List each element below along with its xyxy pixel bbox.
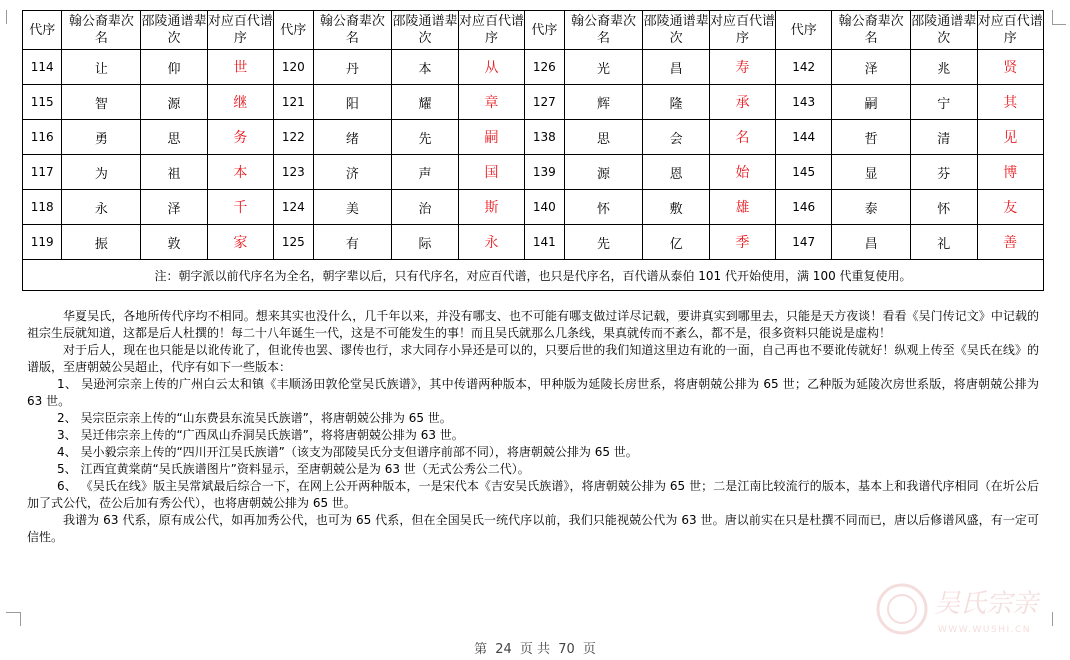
generation-number-cell: 139 — [525, 155, 564, 190]
generation-number-cell: 120 — [274, 50, 313, 85]
table-header-cell: 邵陵通谱辈次 — [911, 11, 977, 50]
table-note-row — [23, 260, 1044, 291]
generation-number-cell: 125 — [274, 225, 313, 260]
hundred-gen-order-cell: 斯 — [458, 190, 524, 225]
table-cell: 昌 — [643, 50, 709, 85]
footer-page-number: 24 — [495, 642, 512, 657]
generation-number-cell: 140 — [525, 190, 564, 225]
list-item: 2、 吴宗臣宗亲上传的“山东费县东流吴氏族谱”，将唐朝兢公排为 65 世。 — [57, 411, 452, 425]
hundred-gen-order-cell: 嗣 — [458, 120, 524, 155]
crop-mark — [6, 612, 20, 613]
crop-mark — [1052, 10, 1053, 24]
generation-number-cell: 144 — [776, 120, 832, 155]
table-header-cell: 代序 — [525, 11, 564, 50]
crop-mark — [1052, 24, 1066, 25]
table-header-cell: 对应百代谱序 — [458, 11, 524, 50]
table-note: 注：朝字派以前代序名为全名，朝字辈以后，只有代序名，对应百代谱，也只是代序名，百代谱从泰伯 101 代开始使用，满 100 代重复使用。 — [23, 260, 1044, 291]
table-cell: 美 — [313, 190, 392, 225]
table-cell: 昌 — [832, 225, 911, 260]
hundred-gen-order-cell: 寿 — [709, 50, 775, 85]
hundred-gen-order-cell: 继 — [207, 85, 273, 120]
table-cell: 思 — [141, 120, 207, 155]
hundred-gen-order-cell: 友 — [977, 190, 1044, 225]
list-item: 3、 吴迁伟宗亲上传的“广西凤山乔洞吴氏族谱”，将将唐朝兢公排为 63 世。 — [57, 428, 464, 442]
hundred-gen-order-cell: 世 — [207, 50, 273, 85]
generation-number-cell: 138 — [525, 120, 564, 155]
table-cell: 际 — [392, 225, 458, 260]
table-cell: 嗣 — [832, 85, 911, 120]
table-cell: 源 — [564, 155, 643, 190]
generation-number-cell: 146 — [776, 190, 832, 225]
footer-prefix: 第 — [474, 642, 488, 657]
hundred-gen-order-cell: 国 — [458, 155, 524, 190]
table-cell: 智 — [62, 85, 141, 120]
hundred-gen-order-cell: 雄 — [709, 190, 775, 225]
hundred-gen-order-cell: 千 — [207, 190, 273, 225]
table-header-cell: 对应百代谱序 — [977, 11, 1044, 50]
hundred-gen-order-cell: 本 — [207, 155, 273, 190]
table-row — [23, 85, 1044, 120]
table-cell: 辉 — [564, 85, 643, 120]
watermark-subtext: WWW.WUSHI.CN — [938, 625, 1032, 635]
table-header-cell: 邵陵通谱辈次 — [392, 11, 458, 50]
table-cell: 济 — [313, 155, 392, 190]
table-cell: 会 — [643, 120, 709, 155]
generation-table — [22, 10, 1044, 291]
table-cell: 清 — [911, 120, 977, 155]
generation-number-cell: 126 — [525, 50, 564, 85]
list-item: 5、 江西宜黄棠荫“吴氏族谱图片”资料显示，至唐朝兢公是为 63 世（无式公秀公二代）。 — [57, 462, 530, 476]
generation-number-cell: 142 — [776, 50, 832, 85]
generation-number-cell: 141 — [525, 225, 564, 260]
table-cell: 耀 — [392, 85, 458, 120]
table-cell: 先 — [392, 120, 458, 155]
table-cell: 永 — [62, 190, 141, 225]
paragraph: 华夏吴氏，各地所传代序均不相同。想来其实也没什么，几千年以来，并没有哪支、也不可能有哪支做过详尽记载，要讲真实到哪里去，只能是天方夜谈！看看《吴门传记文》中记载的祖宗生辰就知道，这都是后人杜撰的！每二十八年诞生一代，这是不可能发生的事！而且吴氏就那么几条线，果真就传而不紊么，都不是，很多资料只能说是虚构！ — [27, 309, 1039, 340]
hundred-gen-order-cell: 季 — [709, 225, 775, 260]
table-header-cell: 代序 — [776, 11, 832, 50]
table-row — [23, 190, 1044, 225]
table-cell: 隆 — [643, 85, 709, 120]
generation-number-cell: 119 — [23, 225, 62, 260]
table-row — [23, 50, 1044, 85]
watermark-logo — [870, 574, 1060, 644]
table-cell: 声 — [392, 155, 458, 190]
hundred-gen-order-cell: 贤 — [977, 50, 1044, 85]
table-row — [23, 155, 1044, 190]
footer-total-pages: 70 — [558, 642, 575, 657]
crop-mark — [20, 612, 21, 626]
table-cell: 恩 — [643, 155, 709, 190]
generation-number-cell: 114 — [23, 50, 62, 85]
page-footer — [0, 638, 1070, 657]
paragraph: 对于后人，现在也只能是以讹传讹了，但讹传也罢、谬传也行，求大同存小异还是可以的，只要后世的我们知道这里边有讹的一面，自己再也不要讹传就好！纵观上传至《吴氏在线》的谱版，至唐朝兢公吴超止，代序有如下一些版本： — [27, 343, 1039, 374]
hundred-gen-order-cell: 见 — [977, 120, 1044, 155]
hundred-gen-order-cell: 家 — [207, 225, 273, 260]
generation-number-cell: 121 — [274, 85, 313, 120]
paragraph: 我谱为 63 代系，原有成公代，如再加秀公代，也可为 65 代系，但在全国吴氏一统代序以前，我们只能视兢公代为 63 世。唐以前实在只是杜撰不同而已，唐以后修谱风盛，有一定可信性。 — [27, 513, 1039, 544]
hundred-gen-order-cell: 从 — [458, 50, 524, 85]
table-cell: 亿 — [643, 225, 709, 260]
crop-mark — [6, 10, 7, 24]
table-row — [23, 120, 1044, 155]
table-cell: 敦 — [141, 225, 207, 260]
table-header-cell: 代序 — [23, 11, 62, 50]
table-cell: 治 — [392, 190, 458, 225]
hundred-gen-order-cell: 善 — [977, 225, 1044, 260]
generation-number-cell: 124 — [274, 190, 313, 225]
table-cell: 显 — [832, 155, 911, 190]
table-cell: 宁 — [911, 85, 977, 120]
generation-number-cell: 123 — [274, 155, 313, 190]
table-cell: 丹 — [313, 50, 392, 85]
footer-suffix: 页 — [582, 642, 596, 657]
body-text — [27, 308, 1039, 546]
table-header-cell: 对应百代谱序 — [709, 11, 775, 50]
table-cell: 为 — [62, 155, 141, 190]
table-cell: 先 — [564, 225, 643, 260]
hundred-gen-order-cell: 章 — [458, 85, 524, 120]
table-header-cell: 代序 — [274, 11, 313, 50]
table-cell: 芬 — [911, 155, 977, 190]
generation-number-cell: 118 — [23, 190, 62, 225]
table-cell: 祖 — [141, 155, 207, 190]
generation-number-cell: 145 — [776, 155, 832, 190]
table-cell: 光 — [564, 50, 643, 85]
generation-number-cell: 143 — [776, 85, 832, 120]
footer-mid: 页 共 — [519, 642, 551, 657]
table-cell: 兆 — [911, 50, 977, 85]
generation-number-cell: 115 — [23, 85, 62, 120]
list-item: 4、 吴小毅宗亲上传的“四川开江吴氏族谱”（该支为邵陵吴氏分支但谱序前部不同），将唐朝兢公排为 65 世。 — [57, 445, 638, 459]
table-cell: 有 — [313, 225, 392, 260]
table-cell: 敷 — [643, 190, 709, 225]
table-cell: 仰 — [141, 50, 207, 85]
generation-number-cell: 122 — [274, 120, 313, 155]
generation-number-cell: 147 — [776, 225, 832, 260]
table-cell: 怀 — [564, 190, 643, 225]
table-cell: 让 — [62, 50, 141, 85]
table-row — [23, 225, 1044, 260]
table-cell: 勇 — [62, 120, 141, 155]
hundred-gen-order-cell: 永 — [458, 225, 524, 260]
hundred-gen-order-cell: 始 — [709, 155, 775, 190]
table-header-row — [23, 11, 1044, 50]
table-cell: 泰 — [832, 190, 911, 225]
hundred-gen-order-cell: 博 — [977, 155, 1044, 190]
table-header-cell: 翰公裔辈次名 — [62, 11, 141, 50]
table-cell: 哲 — [832, 120, 911, 155]
table-cell: 泽 — [832, 50, 911, 85]
table-cell: 礼 — [911, 225, 977, 260]
table-cell: 思 — [564, 120, 643, 155]
table-cell: 泽 — [141, 190, 207, 225]
generation-number-cell: 117 — [23, 155, 62, 190]
table-header-cell: 翰公裔辈次名 — [564, 11, 643, 50]
table-header-cell: 翰公裔辈次名 — [832, 11, 911, 50]
table-header-cell: 邵陵通谱辈次 — [643, 11, 709, 50]
hundred-gen-order-cell: 承 — [709, 85, 775, 120]
generation-number-cell: 116 — [23, 120, 62, 155]
list-item: 1、 吴逊河宗亲上传的广州白云太和镇《丰顺汤田敦伦堂吴氏族谱》，其中传谱两种版本，甲种版为延陵长房世系，将唐朝兢公排为 65 世；乙种版为延陵次房世系版，将唐朝兢公排为 63 世。 — [27, 377, 1039, 408]
generation-number-cell: 127 — [525, 85, 564, 120]
watermark-seal-icon — [878, 585, 926, 633]
table-header-cell: 邵陵通谱辈次 — [141, 11, 207, 50]
list-item: 6、 《吴氏在线》版主吴常斌最后综合一下，在网上公开两种版本，一是宋代本《吉安吴氏族谱》，将唐朝兢公排为 65 世；二是江南比较流行的版本，基本上和我谱代序相同（在圻公后加了式公代，莅公后加有秀公代），也将唐朝兢公排为 65 世。 — [27, 479, 1039, 510]
table-cell: 阳 — [313, 85, 392, 120]
table-cell: 振 — [62, 225, 141, 260]
table-cell: 怀 — [911, 190, 977, 225]
table-header-cell: 对应百代谱序 — [207, 11, 273, 50]
table-cell: 绪 — [313, 120, 392, 155]
table-cell: 源 — [141, 85, 207, 120]
hundred-gen-order-cell: 其 — [977, 85, 1044, 120]
table-cell: 本 — [392, 50, 458, 85]
watermark-text: 吴氏宗亲 — [934, 589, 1039, 619]
table-header-cell: 翰公裔辈次名 — [313, 11, 392, 50]
hundred-gen-order-cell: 务 — [207, 120, 273, 155]
hundred-gen-order-cell: 名 — [709, 120, 775, 155]
